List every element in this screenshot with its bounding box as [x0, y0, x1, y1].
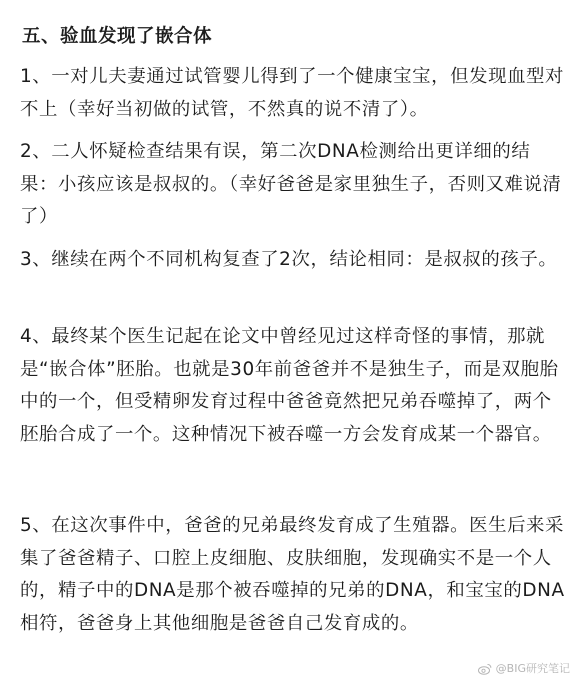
watermark-text: @BIG研究笔记: [495, 662, 570, 675]
section-heading: 五、验血发现了嵌合体: [22, 26, 213, 47]
paragraph-5: 5、在这次事件中，爸爸的兄弟最终发育成了生殖器。医生后来采集了爸爸精子、口腔上皮细胞、皮肤细胞，发现确实不是一个人的，精子中的DNA是那个被吞噬掉的兄弟的DNA，和宝宝的DNA相符，爸爸身上其他细胞是爸爸自己发育成的。: [20, 515, 565, 634]
paragraph-4: 4、最终某个医生记起在论文中曾经见过这样奇怪的事情，那就是“嵌合体”胚胎。也就是30年前爸爸并不是独生子，而是双胞胎中的一个，但受精卵发育过程中爸爸竟然把兄弟吞噬掉了，两个胚胎合成了一个。这种情况下被吞噬一方会发育成某一个器官。: [20, 326, 559, 445]
paragraph-2: 2、二人怀疑检查结果有误，第二次DNA检测给出更详细的结果：小孩应该是叔叔的。（幸好爸爸是家里独生子，否则又难说清了）: [20, 141, 562, 227]
paragraph-3: 3、继续在两个不同机构复查了2次，结论相同：是叔叔的孩子。: [20, 249, 558, 270]
weibo-watermark: [478, 662, 570, 676]
paragraph-1: 1、一对儿夫妻通过试管婴儿得到了一个健康宝宝，但发现血型对不上（幸好当初做的试管，不然真的说不清了）。: [20, 66, 565, 120]
weibo-icon: [478, 663, 492, 675]
